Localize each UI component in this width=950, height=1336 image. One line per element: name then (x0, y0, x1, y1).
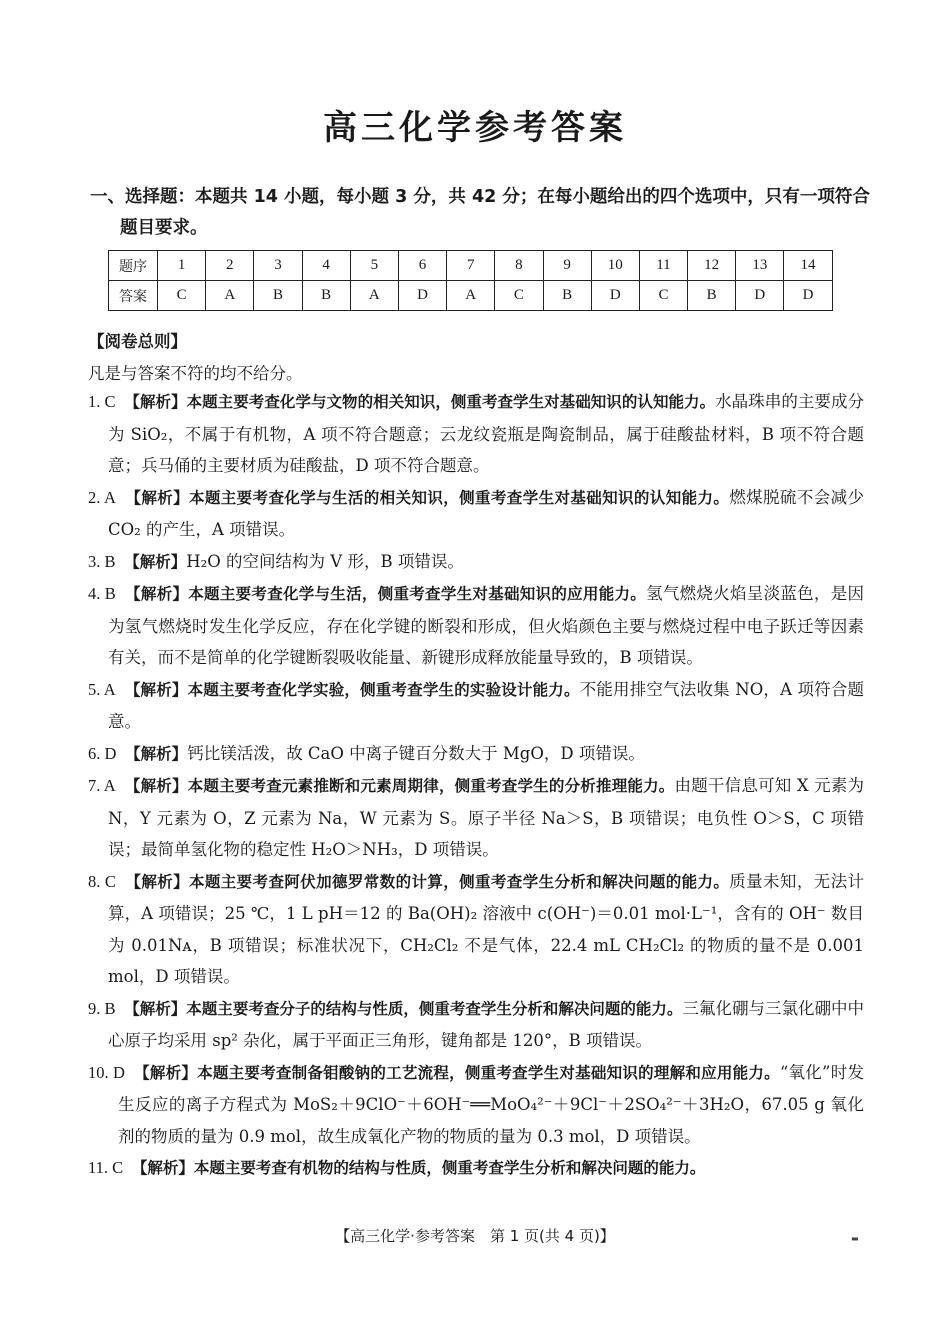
answer-cell: A (206, 281, 254, 311)
answer-cell: B (302, 281, 350, 311)
explanation-item (88, 386, 864, 482)
page-footer: 【高三化学·参考答案 第 1 页(共 4 页)】 (335, 1227, 615, 1245)
answer-cell: B (254, 281, 302, 311)
question-number-cell: 2 (206, 251, 254, 281)
table-row-numbers (109, 251, 833, 281)
item-analysis-text: 氢气燃烧火焰呈淡蓝色，是因为氢气燃烧时发生化学反应，存在化学键的断裂和形成，但火焰颜色主要与燃烧过程中电子跃迁等因素有关，而不是简单的化学键断裂吸收能量、新键形成释放能量导致的，B 项错误。 (108, 584, 864, 667)
item-answer-id: 10. D (88, 1062, 125, 1082)
explanation-item (88, 738, 864, 771)
table-row-answers (109, 281, 833, 311)
item-analysis-text: 不能用排空气法收集 NO，A 项符合题意。 (108, 679, 865, 731)
item-analysis-text: 三氟化硼与三氯化硼中中心原子均采用 sp² 杂化，属于平面正三角形，键角都是 120°，B 项错误。 (108, 998, 864, 1050)
explanation-item (88, 674, 864, 738)
answer-cell: D (398, 281, 446, 311)
item-analysis-tag: 【解析】 (132, 552, 187, 571)
explanation-item (88, 482, 864, 546)
item-analysis-text: 燃煤脱硫不会减少 CO₂ 的产生，A 项错误。 (108, 487, 864, 539)
question-number-cell: 13 (736, 251, 784, 281)
item-answer-id: 4. B (88, 584, 116, 603)
explanation-item (88, 1152, 864, 1185)
explanation-item (88, 866, 864, 993)
answer-cell: A (350, 281, 398, 311)
question-number-cell: 3 (254, 251, 302, 281)
answer-cell: D (784, 281, 832, 311)
row-label-answer: 答案 (109, 281, 158, 311)
item-analysis-tag: 【解析】本题主要考查化学实验，侧重考查学生的实验设计能力。 (132, 680, 580, 699)
item-analysis-text: 质量未知，无法计算，A 项错误；25 ℃，1 L pH＝12 的 Ba(OH)₂ 溶液中 c(OH⁻)＝0.01 mol·L⁻¹，含有的 OH⁻ 数目为 0.01Nᴀ，B 项错误；标准状况下，CH₂Cl₂ 不是气体，22.4 mL CH₂Cl₂ 的物质的量不是 0.001 mol，D 项错误。 (108, 871, 864, 986)
row-label-number: 题序 (109, 251, 158, 281)
rules-text: 凡是与答案不符的均不给分。 (88, 364, 303, 383)
item-analysis-text: 由题干信息可知 X 元素为 N，Y 元素为 O，Z 元素为 Na，W 元素为 S。原子半径 Na＞S，B 项错误；电负性 O＞S，C 项错误；最简单氢化物的稳定性 H₂O＞NH₃，D 项错误。 (108, 776, 864, 859)
section-heading-line1: 一、选择题：本题共 14 小题，每小题 3 分，共 42 分；在每小题给出的四个选项中，只有一项符合 (90, 187, 870, 207)
question-number-cell: 4 (302, 251, 350, 281)
item-answer-id: 8. C (88, 871, 116, 891)
item-analysis-tag: 【解析】本题主要考查化学与生活，侧重考查学生对基础知识的应用能力。 (132, 585, 647, 603)
question-number-cell: 1 (158, 251, 206, 281)
answer-cell: C (158, 281, 206, 311)
explanation-item (88, 578, 864, 674)
item-analysis-tag: 【解析】本题主要考查化学与文物的相关知识，侧重考查学生对基础知识的认知能力。 (132, 393, 716, 411)
explanation-item (88, 1057, 864, 1153)
answer-cell: C (495, 281, 543, 311)
answer-cell: B (543, 281, 591, 311)
item-analysis-text: H₂O 的空间结构为 V 形，B 项错误。 (186, 551, 464, 571)
answer-cell: D (736, 281, 784, 311)
answer-cell: C (639, 281, 687, 311)
answer-table (108, 250, 833, 311)
item-analysis-text: “氧化”时发生反应的离子方程式为 MoS₂＋9ClO⁻＋6OH⁻══MoO₄²⁻＋9Cl⁻＋2SO₄²⁻＋3H₂O，67.05 g 氧化剂的物质的量为 0.9 mol，故生成氧化产物的物质的量为 0.3 mol，D 项错误。 (118, 1062, 864, 1146)
page-title: 高三化学参考答案 (323, 108, 627, 148)
item-analysis-text: 钙比镁活泼，故 CaO 中离子键百分数大于 MgO，D 项错误。 (187, 743, 645, 763)
item-answer-id: 11. C (88, 1158, 124, 1177)
item-analysis-tag: 【解析】本题主要考查分子的结构与性质，侧重考查学生分析和解决问题的能力。 (132, 999, 683, 1018)
item-answer-id: 1. C (88, 392, 116, 411)
question-number-cell: 8 (495, 251, 543, 281)
item-answer-id: 2. A (88, 487, 116, 507)
question-number-cell: 5 (350, 251, 398, 281)
section-heading (90, 182, 870, 244)
explanation-item (88, 993, 864, 1057)
question-number-cell: 12 (688, 251, 736, 281)
item-answer-id: 7. A (88, 776, 116, 795)
item-answer-id: 9. B (88, 998, 116, 1018)
question-number-cell: 6 (398, 251, 446, 281)
answer-cell: A (447, 281, 495, 311)
item-analysis-text: 水晶珠串的主要成分为 SiO₂，不属于有机物，A 项不符合题意；云龙纹瓷瓶是陶瓷制品，属于硅酸盐材料，B 项不符合题意；兵马俑的主要材质为硅酸盐，D 项不符合题意。 (108, 392, 865, 475)
rules-heading: 【阅卷总则】 (88, 332, 187, 351)
item-analysis-tag: 【解析】本题主要考查化学与生活的相关知识，侧重考查学生对基础知识的认知能力。 (133, 488, 730, 507)
answer-cell: B (688, 281, 736, 311)
question-number-cell: 14 (784, 251, 832, 281)
item-analysis-tag: 【解析】本题主要考查有机物的结构与性质，侧重考查学生分析和解决问题的能力。 (139, 1159, 706, 1177)
question-number-cell: 10 (591, 251, 639, 281)
item-analysis-tag: 【解析】本题主要考查制备钼酸钠的工艺流程，侧重考查学生对基础知识的理解和应用能力。 (141, 1063, 780, 1082)
question-number-cell: 9 (543, 251, 591, 281)
item-analysis-tag: 【解析】本题主要考查元素推断和元素周期律，侧重考查学生的分析推理能力。 (132, 777, 675, 795)
answer-cell: D (591, 281, 639, 311)
item-answer-id: 5. A (88, 679, 116, 699)
item-answer-id: 3. B (88, 551, 116, 571)
item-analysis-tag: 【解析】 (132, 744, 188, 763)
explanation-item (88, 546, 864, 579)
item-answer-id: 6. D (88, 743, 117, 763)
item-analysis-tag: 【解析】本题主要考查阿伏加德罗常数的计算，侧重考查学生分析和解决问题的能力。 (133, 872, 730, 891)
explanation-item (88, 770, 864, 866)
section-heading-line2: 题目要求。 (120, 218, 208, 238)
question-number-cell: 11 (639, 251, 687, 281)
explanations-list (88, 386, 864, 1185)
corner-mark: ▬ (851, 1234, 859, 1243)
question-number-cell: 7 (447, 251, 495, 281)
